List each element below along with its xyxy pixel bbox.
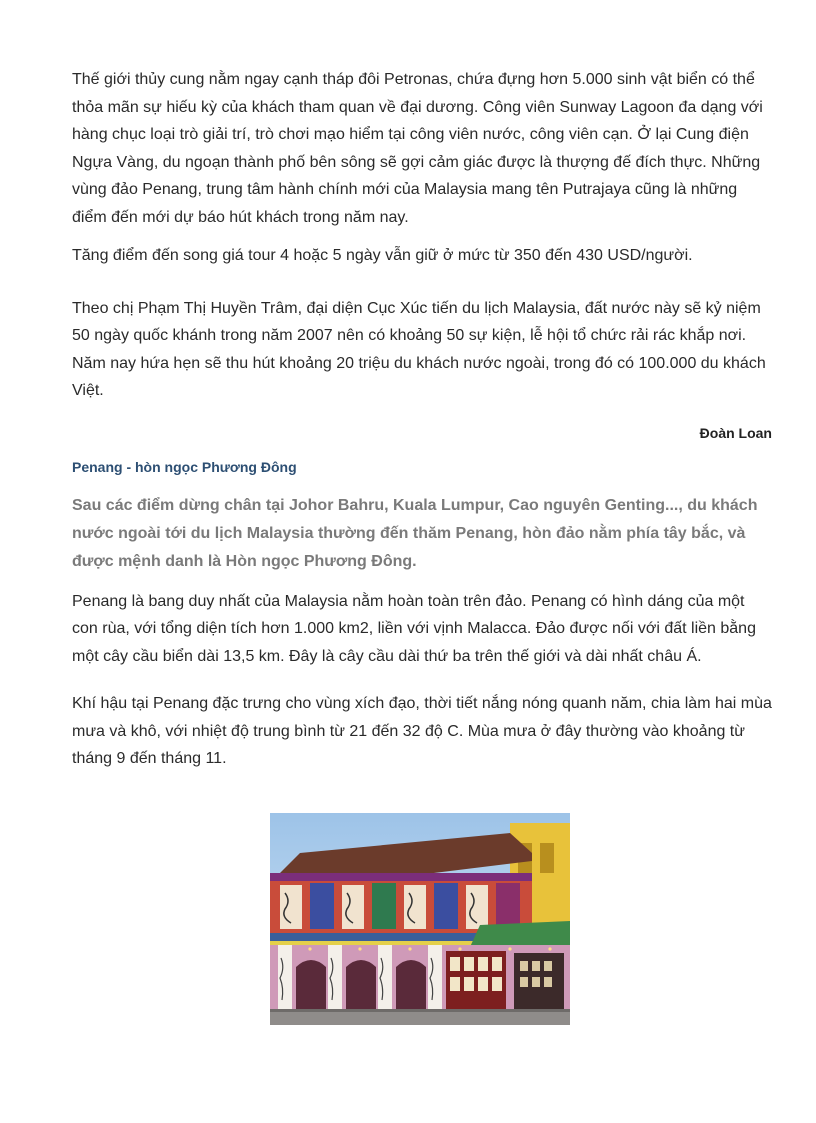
paragraph-aquarium: Thế giới thủy cung nằm ngay cạnh tháp đôi Petronas, chứa đựng hơn 5.000 sinh vật biển có thể thỏa mãn sự hiếu kỳ của khách tham quan về đại dương. Công viên Sunway Lagoon đa dạng với hàng chục loại trò giải trí, trò chơi mạo hiểm tại công viên nước, công viên cạn. Ở lại Cung điện Ngựa Vàng, du ngoạn thành phố bên sông sẽ gợi cảm giác được là thượng đế đích thực. Những vùng đảo Penang, trung tâm hành chính mới của Malaysia mang tên Putrajaya cũng là những điểm đến mới dự báo hút khách trong năm nay.	[72, 71, 763, 226]
penang-shophouse-photo	[270, 813, 570, 1025]
paragraph-penang-island: Penang là bang duy nhất của Malaysia nằm hoàn toàn trên đảo. Penang có hình dáng của một con rùa, với tổng diện tích hơn 1.000 km2, liền với vịnh Malacca. Đảo được nối với đất liền bằng một cây cầu biển dài 13,5 km. Đây là cây cầu dài thứ ba trên thế giới và dài nhất châu Á.	[72, 592, 756, 665]
paragraph-national-day: Theo chị Phạm Thị Huyền Trâm, đại diện Cục Xúc tiến du lịch Malaysia, đất nước này sẽ kỷ niệm 50 ngày quốc khánh trong năm 2007 nên có khoảng 50 sự kiện, lễ hội tổ chức rải rác khắp nơi. Năm nay hứa hẹn sẽ thu hút khoảng 20 triệu du khách nước ngoài, trong đó có 100.000 du khách Việt.	[72, 299, 766, 399]
section-title: Penang - hòn ngọc Phương Đông	[72, 458, 297, 475]
article-body	[72, 66, 772, 773]
section-lead: Sau các điểm dừng chân tại Johor Bahru, Kuala Lumpur, Cao nguyên Genting..., du khách nước ngoài tới du lịch Malaysia thường đến thăm Penang, hòn đảo nằm phía tây bắc, và được mệnh danh là Hòn ngọc Phương Đông.	[72, 496, 758, 570]
author-name: Đoàn Loan	[699, 424, 772, 441]
paragraph-penang-climate: Khí hậu tại Penang đặc trưng cho vùng xích đạo, thời tiết nắng nóng quanh năm, chia làm hai mùa mưa và khô, với nhiệt độ trung bình từ 21 đến 32 độ C. Mùa mưa ở đây thường vào khoảng từ tháng 9 đến tháng 11.	[72, 695, 772, 767]
paragraph-tour-price: Tăng điểm đến song giá tour 4 hoặc 5 ngày vẫn giữ ở mức từ 350 đến 430 USD/người.	[72, 247, 693, 264]
